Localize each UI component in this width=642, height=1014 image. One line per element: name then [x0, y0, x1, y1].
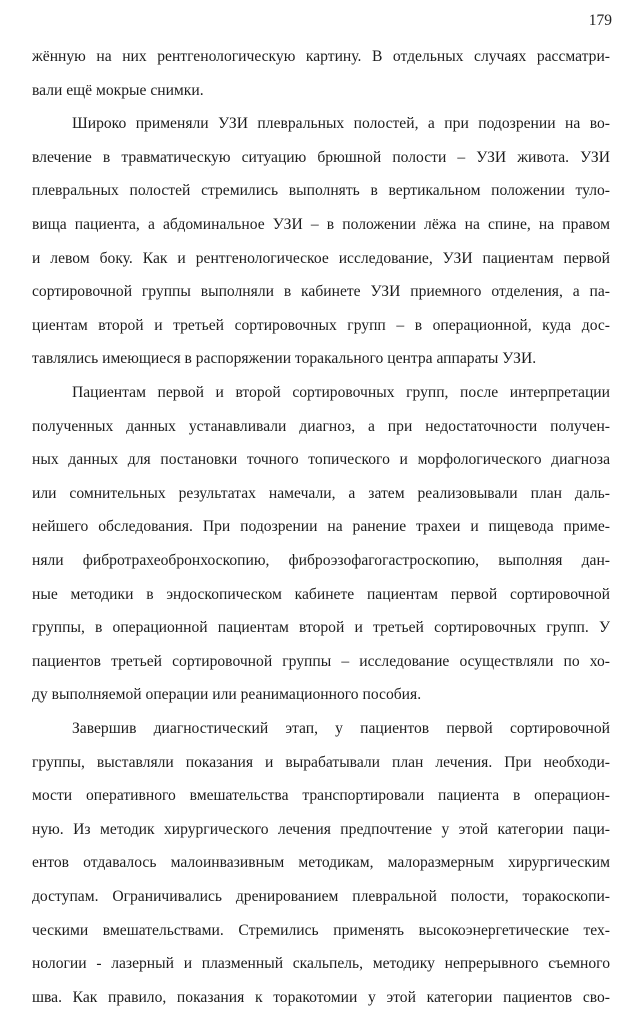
text-line: ческими вмешательствами. Стремились применять высокоэнергетические тех- — [32, 921, 610, 939]
text-line: группы, выставляли показания и вырабатывали план лечения. При необходи- — [32, 753, 610, 771]
text-line: циентам второй и третьей сортировочных групп – в операционной, куда дос- — [32, 316, 610, 334]
text-line: шва. Как правило, показания к торакотомии у этой категории пациентов сво- — [32, 988, 610, 1006]
text-line: ную. Из методик хирургического лечения предпочтение у этой категории паци- — [32, 820, 610, 838]
text-line: ду выполняемой операции или реанимационного пособия. — [32, 686, 422, 704]
text-line: группы, в операционной пациентам второй и третьей сортировочных групп. У — [32, 619, 610, 637]
text-line: няли фибротрахеобронхоскопию, фиброэзофагогастроскопию, выполняя дан- — [32, 552, 610, 569]
text-line: полученных данных устанавливали диагноз, а при недостаточности получен- — [32, 417, 610, 435]
text-line: жённую на них рентгенологическую картину. В отдельных случаях рассматри- — [32, 48, 610, 65]
text-line: пациентов третьей сортировочной группы – исследование осуществляли по хо- — [32, 652, 610, 670]
text-line: и левом боку. Как и рентгенологическое исследование, УЗИ пациентам первой — [32, 249, 610, 267]
text-line: влечение в травматическую ситуацию брюшной полости – УЗИ живота. УЗИ — [32, 148, 610, 166]
text-line: ентов отдавалось малоинвазивным методикам, малоразмерным хирургическим — [32, 854, 610, 872]
text-line: вища пациента, а абдоминальное УЗИ – в положении лёжа на спине, на правом — [32, 216, 610, 233]
text-line: вали ещё мокрые снимки. — [32, 81, 204, 99]
text-line: тавлялись имеющиеся в распоряжении торакального центра аппараты УЗИ. — [32, 350, 537, 368]
text-line: сортировочной группы выполняли в кабинете УЗИ приемного отделения, а па- — [32, 283, 610, 301]
text-line: доступам. Ограничивались дренированием плевральной полости, торакоскопи- — [32, 888, 610, 905]
text-line: ные методики в эндоскопическом кабинете пациентам первой сортировочной — [32, 585, 610, 603]
page-number: 179 — [588, 12, 612, 29]
text-line: Пациентам первой и второй сортировочных групп, после интерпретации — [72, 384, 610, 401]
text-line: Широко применяли УЗИ плевральных полостей, а при подозрении на во- — [72, 115, 610, 133]
text-line: ных данных для постановки точного топического и морфологического диагноза — [32, 451, 610, 469]
text-line: плевральных полостей стремились выполнять в вертикальном положении туло- — [32, 182, 610, 200]
text-line: Завершив диагностический этап, у пациентов первой сортировочной — [72, 720, 610, 737]
text-line: или сомнительных результатах намечали, а затем реализовывали план даль- — [32, 484, 610, 502]
text-line: нейшего обследования. При подозрении на ранение трахеи и пищевода приме- — [32, 518, 610, 536]
text-line: нологии - лазерный и плазменный скальпель, методику непрерывного съемного — [32, 955, 610, 973]
text-line: мости оперативного вмешательства транспортировали пациента в операцион- — [32, 787, 610, 805]
